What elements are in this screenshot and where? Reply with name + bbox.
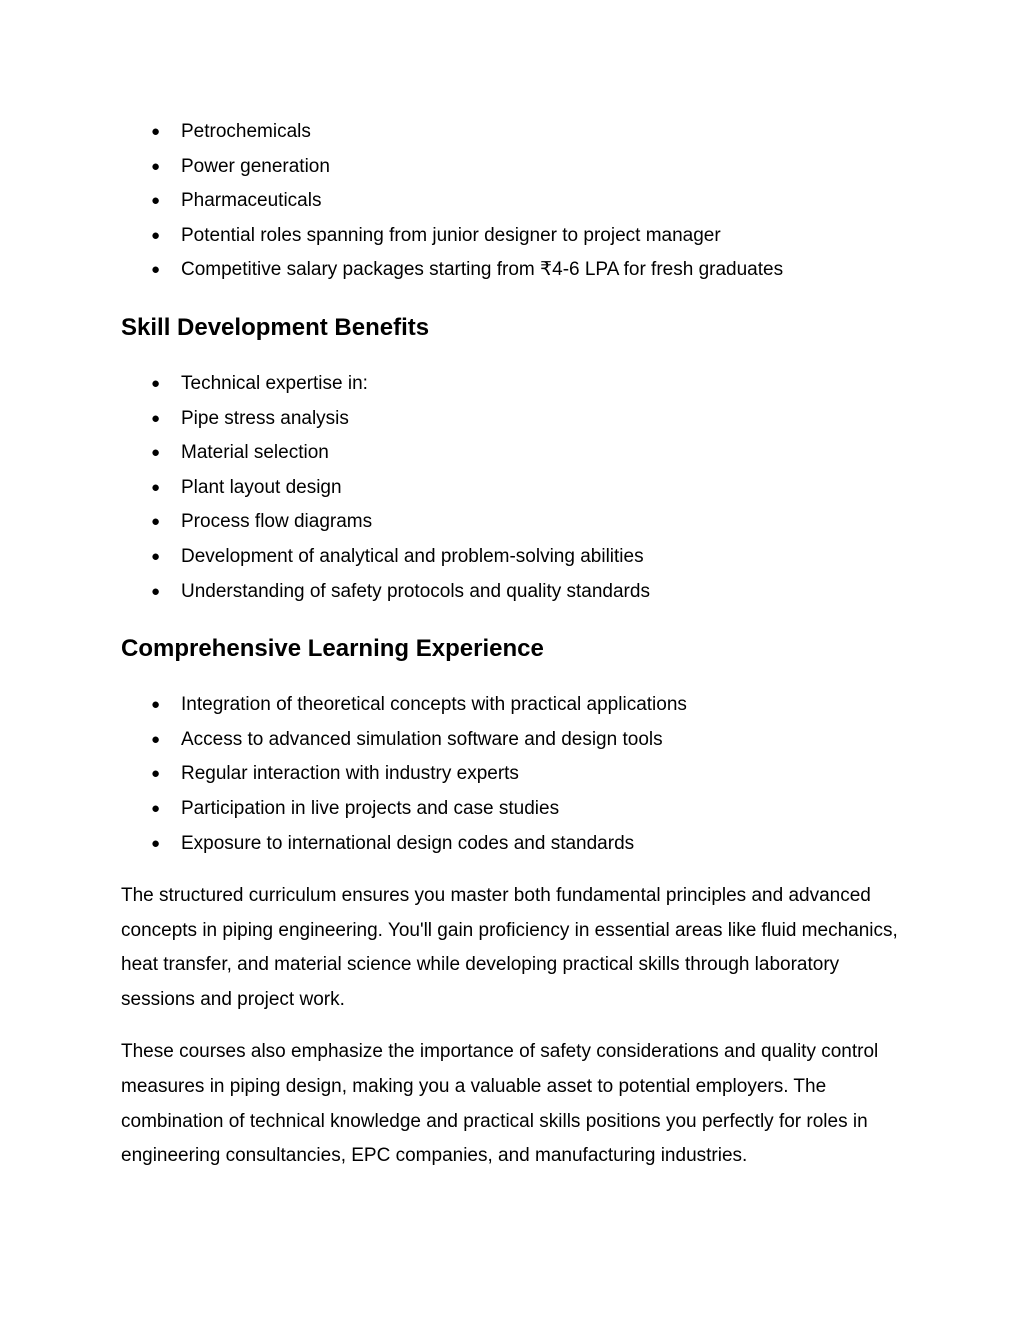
list-item-text: Potential roles spanning from junior designer to project manager — [181, 224, 721, 246]
list-item-text: Pharmaceuticals — [181, 190, 322, 212]
list-item-text: Technical expertise in: — [181, 372, 368, 394]
bullet-list-skill-development — [121, 367, 911, 609]
list-item — [121, 253, 911, 288]
list-item — [121, 540, 911, 575]
bullet-icon: ● — [151, 513, 161, 531]
bullet-icon: ● — [151, 799, 161, 817]
bullet-list-industries — [121, 115, 911, 288]
bullet-list-learning-experience — [121, 688, 911, 861]
list-item — [121, 471, 911, 506]
list-item-text: Material selection — [181, 442, 329, 464]
list-item — [121, 436, 911, 471]
list-item — [121, 505, 911, 540]
bullet-icon: ● — [151, 157, 161, 175]
bullet-icon: ● — [151, 834, 161, 852]
document-page — [121, 115, 911, 1174]
bullet-icon: ● — [151, 582, 161, 600]
bullet-icon: ● — [151, 409, 161, 427]
list-item — [121, 219, 911, 254]
section-heading-skill-development: Skill Development Benefits — [121, 313, 430, 341]
list-item — [121, 115, 911, 150]
list-item — [121, 150, 911, 185]
list-item-text: Development of analytical and problem-solving abilities — [181, 545, 644, 567]
list-item — [121, 757, 911, 792]
bullet-icon: ● — [151, 374, 161, 392]
list-item — [121, 688, 911, 723]
list-item — [121, 575, 911, 610]
bullet-icon: ● — [151, 226, 161, 244]
list-item-text: Understanding of safety protocols and quality standards — [181, 580, 650, 602]
bullet-icon: ● — [151, 730, 161, 748]
list-item — [121, 367, 911, 402]
bullet-icon: ● — [151, 261, 161, 279]
list-item-text: Integration of theoretical concepts with practical applications — [181, 694, 687, 716]
paragraph-safety: These courses also emphasize the importance of safety considerations and quality control measures in piping design, making you a valuable asset to potential employers. The combination of technical knowledge and practical skills positions you perfectly for roles in engineering consultancies, EPC companies, and manufacturing industries. — [121, 1041, 879, 1167]
list-item-text: Plant layout design — [181, 476, 342, 498]
bullet-icon: ● — [151, 192, 161, 210]
list-item — [121, 827, 911, 862]
list-item-text: Pipe stress analysis — [181, 407, 349, 429]
list-item-text: Regular interaction with industry experts — [181, 763, 519, 785]
list-item-text: Process flow diagrams — [181, 511, 373, 533]
list-item-text: Exposure to international design codes and standards — [181, 832, 635, 854]
list-item — [121, 402, 911, 437]
list-item — [121, 792, 911, 827]
bullet-icon: ● — [151, 765, 161, 783]
list-item — [121, 184, 911, 219]
list-item-text: Competitive salary packages starting from ₹4-6 LPA for fresh graduates — [181, 259, 784, 281]
list-item-text: Power generation — [181, 155, 330, 177]
list-item-text: Access to advanced simulation software and design tools — [181, 728, 663, 750]
bullet-icon: ● — [151, 444, 161, 462]
bullet-icon: ● — [151, 123, 161, 140]
section-heading-learning-experience: Comprehensive Learning Experience — [121, 635, 544, 663]
list-item-text: Petrochemicals — [181, 121, 311, 142]
paragraph-curriculum: The structured curriculum ensures you master both fundamental principles and advanced concepts in piping engineering. You'll gain proficiency in essential areas like fluid mechanics, heat transfer, and material science while developing practical skills through laboratory sessions and project work. — [121, 885, 898, 1010]
bullet-icon: ● — [151, 478, 161, 496]
list-item-text: Participation in live projects and case studies — [181, 797, 560, 819]
bullet-icon: ● — [151, 696, 161, 714]
bullet-icon: ● — [151, 547, 161, 565]
list-item — [121, 723, 911, 758]
